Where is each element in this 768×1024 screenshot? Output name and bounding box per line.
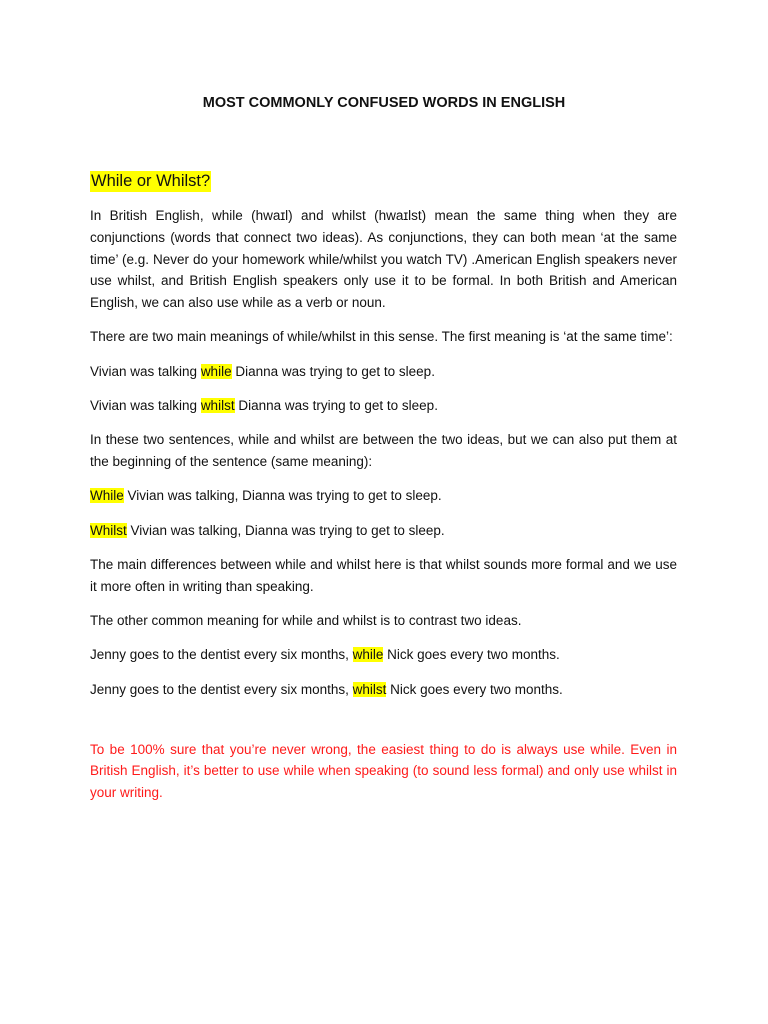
differences-paragraph: The main differences between while and whilst here is that whilst sounds more formal and we use it more often in writing than speaking. bbox=[90, 557, 677, 594]
highlighted-word: whilst bbox=[352, 681, 387, 697]
example-text: Jenny goes to the dentist every six months, bbox=[90, 681, 353, 697]
example-sentence bbox=[90, 395, 677, 417]
note-paragraph: To be 100% sure that you’re never wrong, the easiest thing to do is always use while. Even in British English, it’s better to use while when speaking (to sound less formal) and only use whilst in your writing. bbox=[90, 741, 677, 801]
example-text: Jenny goes to the dentist every six months, bbox=[90, 647, 353, 663]
example-text: Nick goes every two months. bbox=[386, 681, 563, 697]
example-sentence bbox=[90, 361, 677, 383]
highlighted-word: Whilst bbox=[90, 522, 127, 538]
contrast-paragraph: The other common meaning for while and whilst is to contrast two ideas. bbox=[90, 613, 522, 629]
document-title: MOST COMMONLY CONFUSED WORDS IN ENGLISH bbox=[202, 95, 566, 111]
example-text: Dianna was trying to get to sleep. bbox=[234, 398, 438, 414]
highlighted-word: while bbox=[200, 363, 232, 379]
intro-paragraph: In British English, while (hwaɪl) and whilst (hwaɪlst) mean the same thing when they are conjunctions (words that connect two ideas). As conjunctions, they can both mean ‘at the same time’ (e.g. Never do your homework while/whilst you watch TV) .American English speakers never use whilst, and British English speakers only use it to be formal. In both British and American English, we can also use while as a verb or noun. bbox=[90, 208, 677, 311]
example-sentence bbox=[90, 485, 677, 507]
example-text: Vivian was talking, Dianna was trying to get to sleep. bbox=[123, 488, 442, 504]
highlighted-word: While bbox=[90, 488, 124, 504]
section-heading: While or Whilst? bbox=[91, 172, 211, 190]
example-sentence bbox=[90, 520, 677, 542]
example-text: Vivian was talking bbox=[90, 363, 201, 379]
meanings-paragraph: There are two main meanings of while/whilst in this sense. The first meaning is ‘at the same time’: bbox=[90, 329, 673, 345]
example-text: Vivian was talking bbox=[90, 398, 201, 414]
example-sentence bbox=[90, 644, 677, 666]
example-text: Nick goes every two months. bbox=[383, 647, 560, 663]
example-text: Dianna was trying to get to sleep. bbox=[231, 363, 435, 379]
example-text: Vivian was talking, Dianna was trying to get to sleep. bbox=[126, 522, 445, 538]
highlighted-word: whilst bbox=[200, 398, 235, 414]
document-body bbox=[90, 205, 677, 816]
position-paragraph: In these two sentences, while and whilst are between the two ideas, but we can also put them at the beginning of the sentence (same meaning): bbox=[90, 432, 677, 470]
example-sentence bbox=[90, 679, 677, 701]
highlighted-word: while bbox=[352, 647, 384, 663]
